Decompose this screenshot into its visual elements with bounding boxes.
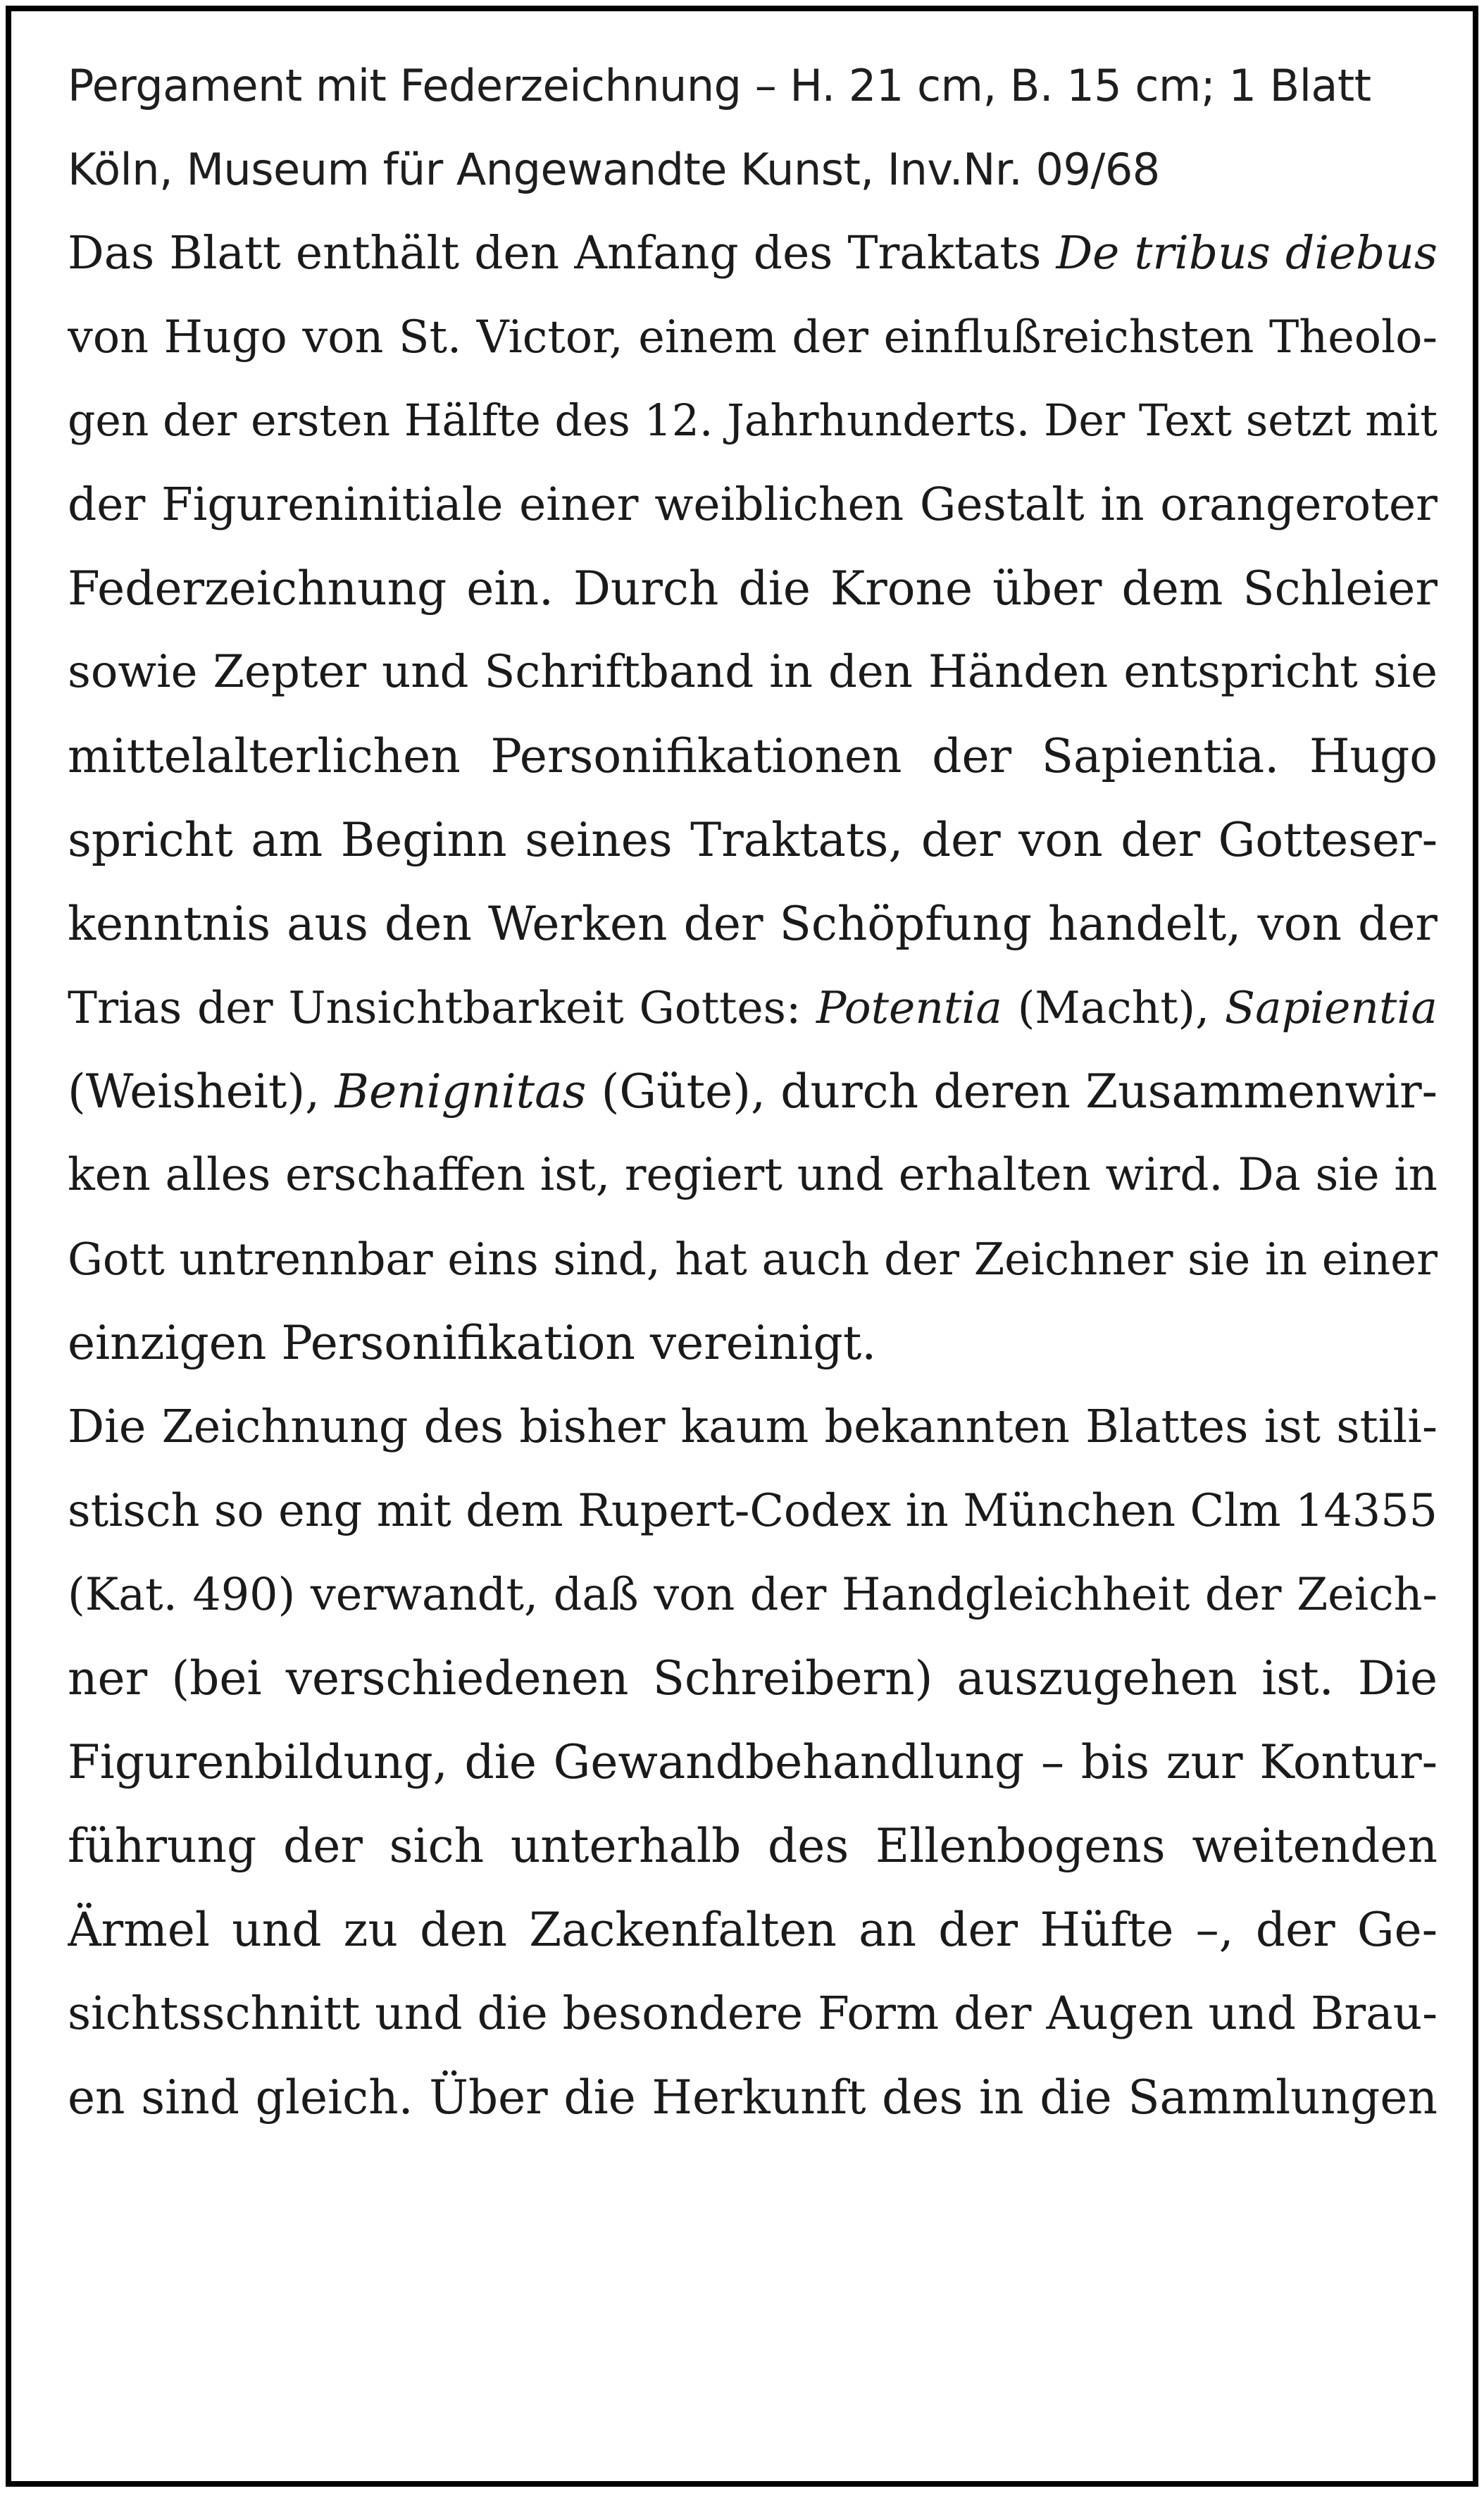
paragraph-1-line: gen der ersten Hälfte des 12. Jahrhunderts. Der Text setzt mit — [68, 395, 1438, 446]
paragraph-1-line: Federzeichnung ein. Durch die Krone über dem Schleier — [68, 561, 1438, 616]
paragraph-2-line: stisch so eng mit dem Rupert-Codex in München Clm 14355 — [68, 1484, 1438, 1536]
paragraph-2-line: führung der sich unterhalb des Ellenbogens weitenden — [68, 1819, 1438, 1873]
term-sapientia: Sapientia — [1224, 982, 1438, 1033]
paragraph-1-line: sowie Zepter und Schriftband in den Händen entspricht sie — [68, 646, 1438, 698]
paragraph-1-line: ken alles erschaffen ist, regiert und erhalten wird. Da sie in — [68, 1149, 1438, 1201]
paragraph-2 — [68, 1385, 1438, 2139]
paragraph-1-line: kenntnis aus den Werken der Schöpfung handelt, von der — [68, 897, 1438, 951]
meta-location-inventory: Köln, Museum für Angewandte Kunst, Inv.Nr. 09/68 — [68, 144, 1160, 195]
paragraph-1-line: Trias der Unsichtbarkeit Gottes: Potentia (Macht), Sapientia — [68, 982, 1438, 1033]
page-frame — [6, 6, 1478, 2487]
paragraph-2-line: ner (bei verschiedenen Schreibern) auszugehen ist. Die — [68, 1651, 1438, 1705]
meta-material-dimensions: Pergament mit Federzeichnung – H. 21 cm, B. 15 cm; 1 Blatt — [68, 60, 1371, 111]
term-potentia: Potentia — [816, 982, 1002, 1033]
treatise-title: De tribus diebus — [1056, 227, 1438, 280]
term-benignitas: Benignitas — [335, 1064, 587, 1119]
paragraph-2-line: (Kat. 490) verwandt, daß von der Handgleichheit der Zeich- — [68, 1568, 1438, 1620]
paragraph-1-line: Das Blatt enthält den Anfang des Traktats De tribus diebus — [68, 227, 1438, 280]
paragraph-1 — [68, 211, 1438, 1385]
paragraph-1-line: spricht am Beginn seines Traktats, der von der Gotteser- — [68, 813, 1438, 867]
paragraph-2-line: en sind gleich. Über die Herkunft des in die Sammlungen — [68, 2070, 1438, 2125]
paragraph-2-line: Figurenbildung, die Gewandbehandlung – bis zur Kontur- — [68, 1735, 1438, 1789]
paragraph-2-line: Die Zeichnung des bisher kaum bekannten Blattes ist stili- — [68, 1400, 1438, 1453]
paragraph-1-line: einzigen Personifikation vereinigt. — [68, 1316, 877, 1370]
paragraph-2-line: sichtsschnitt und die besondere Form der Augen und Brau- — [68, 1987, 1438, 2040]
paragraph-2-line: Ärmel und zu den Zackenfalten an der Hüfte –, der Ge- — [68, 1903, 1438, 1957]
paragraph-1-line: Gott untrennbar eins sind, hat auch der Zeichner sie in einer — [68, 1234, 1438, 1285]
paragraph-1-line: der Figureninitiale einer weiblichen Gestalt in orangeroter — [68, 478, 1438, 531]
paragraph-1-line: mittelalterlichen Personifikationen der Sapientia. Hugo — [68, 729, 1438, 783]
paragraph-1-line: von Hugo von St. Victor, einem der einflußreichsten Theolo- — [68, 311, 1438, 363]
paragraph-1-line: (Weisheit), Benignitas (Güte), durch deren Zusammenwir- — [68, 1064, 1438, 1119]
document-body — [68, 44, 1438, 2139]
